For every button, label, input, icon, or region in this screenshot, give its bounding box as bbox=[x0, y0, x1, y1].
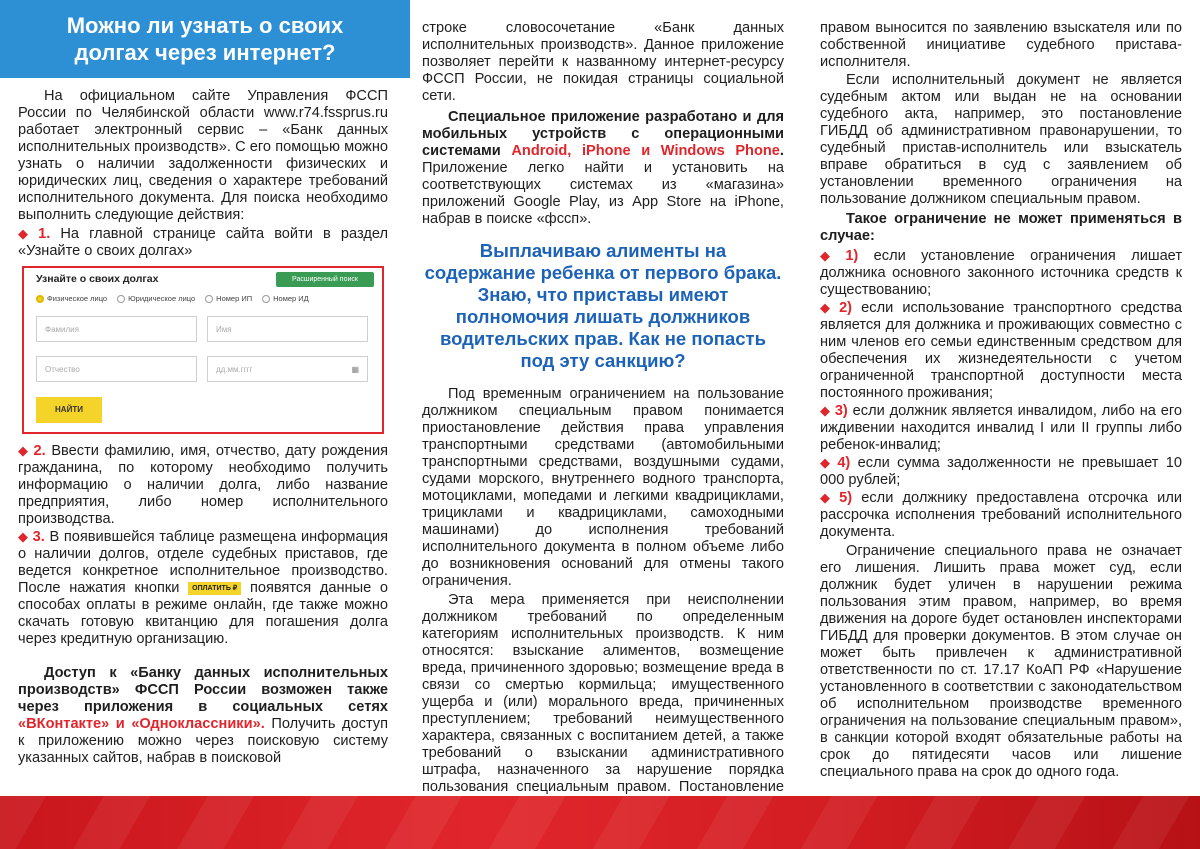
diamond-bullet-icon: ◆ bbox=[18, 529, 29, 544]
mobile-tail-text: Приложение легко найти и установить на соответствующих системах из «магазина» приложений Google Play, из App Store на iPhone, набрав в поиске «фссп». bbox=[422, 160, 784, 227]
birthdate-field[interactable] bbox=[207, 356, 368, 382]
diamond-bullet-icon: ◆ bbox=[820, 403, 831, 418]
extended-search-button[interactable]: Расширенный поиск bbox=[276, 272, 374, 287]
calendar-icon[interactable]: ▦ bbox=[351, 365, 359, 374]
case-3-text: если должник является инвалидом, либо на его иждивении находится инвалид I или II группы либо ребенок-инвалид; bbox=[820, 403, 1183, 453]
social-networks-text: «ВКонтакте» и «Одноклассники». bbox=[18, 716, 265, 732]
column-left bbox=[18, 88, 388, 767]
radio-empty-icon bbox=[117, 295, 125, 303]
app-continuation: строке словосочетание «Банк данных исполнительных производств». Данное приложение позволяет перейти к названному интернет-ресурсу ФССП России, не покидая страницы социальной сети. bbox=[422, 20, 784, 104]
radio-legal-entity-label: Юридическое лицо bbox=[128, 294, 196, 303]
debt-search-form bbox=[22, 266, 384, 434]
name-field[interactable]: Имя bbox=[207, 316, 368, 342]
diamond-bullet-icon: ◆ bbox=[18, 443, 30, 458]
radio-id-number[interactable] bbox=[262, 294, 309, 303]
mobile-bold-text: Специальное приложение разработано и для мобильных устройств с операционными системами bbox=[422, 109, 784, 159]
order-continuation: правом выносится по заявлению взыскателя или по собственной инициативе судебного пристава-исполнителя. bbox=[820, 20, 1182, 70]
birthdate-placeholder: дд.мм.гггг bbox=[216, 365, 253, 374]
access-bold-text: Доступ к «Банку данных исполнительных производств» ФССП России возможен также через приложения в социальных сетях bbox=[18, 665, 388, 715]
case-1 bbox=[820, 247, 1182, 299]
radio-individual[interactable] bbox=[36, 294, 107, 303]
question-heading: Выплачиваю алименты на содержание ребенка от первого брака. Знаю, что приставы имеют полномочия лишать должников водительских прав. Как не попасть под эту санкцию? bbox=[424, 240, 782, 371]
case-3-number: 3) bbox=[834, 403, 848, 419]
radio-ip-number[interactable] bbox=[205, 294, 252, 303]
column-right bbox=[820, 20, 1182, 781]
case-3 bbox=[820, 402, 1182, 454]
step-1 bbox=[18, 225, 388, 260]
surname-field[interactable]: Фамилия bbox=[36, 316, 197, 342]
case-2 bbox=[820, 299, 1182, 402]
case-2-text: если использование транспортного средства является для должника и проживающих совместно с ним членов его семьи единственным средством для обеспечения их жизнедеятельности с учетом ограниченной транспортной доступности места постоянного проживания; bbox=[820, 300, 1183, 401]
radio-legal-entity[interactable] bbox=[117, 294, 195, 303]
radio-selected-icon bbox=[36, 295, 44, 303]
diamond-bullet-icon: ◆ bbox=[18, 226, 35, 241]
header-title: Можно ли узнать о своих долгах через интернет? bbox=[66, 13, 344, 65]
cases-heading: Такое ограничение не может применяться в случае: bbox=[820, 211, 1182, 244]
form-title: Узнайте о своих долгах bbox=[36, 273, 159, 285]
diamond-bullet-icon: ◆ bbox=[820, 248, 842, 263]
radio-empty-icon bbox=[262, 295, 270, 303]
mobile-os-text: Android, iPhone и Windows Phone bbox=[511, 143, 780, 159]
radio-ip-number-label: Номер ИП bbox=[216, 294, 253, 303]
diamond-bullet-icon: ◆ bbox=[820, 490, 836, 505]
step-2-number: 2. bbox=[33, 443, 46, 459]
case-4-text: если сумма задолженности не превышает 10 000 рублей; bbox=[820, 455, 1182, 488]
step-1-text: На главной странице сайта войти в раздел «Узнайте о своих долгах» bbox=[18, 226, 389, 259]
case-1-number: 1) bbox=[845, 248, 859, 264]
radio-id-number-label: Номер ИД bbox=[273, 294, 309, 303]
court-paragraph: Если исполнительный документ не является судебным актом или выдан не на основании судебного акта, например, это постановление ГИБДД об административном правонарушении, то судебный пристав-исполнитель или взыскатель вправе обратиться в суд с заявлением об установлении временного ограничения на пользование должником специальным правом. bbox=[820, 72, 1182, 207]
radio-individual-label: Физическое лицо bbox=[47, 294, 108, 303]
final-paragraph: Ограничение специального права не означает его лишения. Лишить права может суд, если должник будет уличен в нарушении режима пользования этим правом, например, во время движения на дороге будет остановлен инспекторами ГИБДД для проверки документов. В этом случае он может быть привлечен к административной ответственности по ст. 17.17 КоАП РФ «Нарушение установленного в соответствии с законодательством об исполнительном производстве временного ограничения на пользование специальным правом», в санкции которой входят обязательные работы на срок до пятидесяти часов или лишение специального права на срок до одного года. bbox=[820, 543, 1182, 780]
radio-empty-icon bbox=[205, 295, 213, 303]
case-1-text: если установление ограничения лишает должника основного законного источника средств к существованию; bbox=[820, 248, 1182, 298]
decorative-bottom-band bbox=[0, 796, 1200, 849]
case-5 bbox=[820, 489, 1182, 541]
person-type-radios bbox=[36, 294, 309, 303]
step-3 bbox=[18, 528, 388, 648]
measure-paragraph: Эта мера применяется при неисполнении должником требований по определенным категориям исполнительных производств. К ним относятся: взыскание алиментов, возмещение вреда, причиненного здоровью; возмещение вреда в связи со смертью кормильца; имущественного ущерба и (или) морального вреда, причиненных преступлением; требований неимущественного характера, связанных с воспитанием детей, а также требований о взыскании административного штрафа, назначенного за нарушение порядка пользования специальным правом. Постановление bbox=[422, 592, 784, 795]
step-3-text-a: В появившейся таблице размещена информация о наличии долгов, отделе судебных приставов, где ведется конкретное исполнительное производство. После нажатия кнопки bbox=[18, 529, 388, 596]
section-header bbox=[0, 0, 410, 78]
case-5-text: если должнику предоставлена отсрочка или рассрочка исполнения требований исполнительного документа. bbox=[820, 490, 1183, 540]
case-4-number: 4) bbox=[837, 455, 851, 471]
step-2 bbox=[18, 442, 388, 528]
case-4 bbox=[820, 454, 1182, 489]
patronymic-field[interactable]: Отчество bbox=[36, 356, 197, 382]
step-3-number: 3. bbox=[32, 529, 45, 545]
mobile-paragraph: Специальное приложение разработано и для мобильных устройств с операционными системами Android, iPhone и Windows Phone. Приложение легко найти и установить на соответствующих системах из «магазина» приложений Google Play, из App Store на iPhone, набрав в поиске «фссп». bbox=[422, 109, 784, 227]
column-middle bbox=[422, 20, 784, 830]
diamond-bullet-icon: ◆ bbox=[820, 455, 834, 470]
pay-button[interactable]: ОПЛАТИТЬ ₽ bbox=[188, 582, 241, 595]
find-button[interactable]: НАЙТИ bbox=[36, 397, 102, 423]
step-2-text: Ввести фамилию, имя, отчество, дату рождения гражданина, по которому необходимо получить информацию о наличии долга, либо название предприятия, либо номер исполнительного производства. bbox=[18, 443, 388, 527]
diamond-bullet-icon: ◆ bbox=[820, 300, 836, 315]
limitation-paragraph: Под временным ограничением на пользование должником специальным правом понимается приостановление действия права управления транспортными средствами (автомобильными транспортными средствами, воздушными судами, судами морского, внутреннего водного транспорта, мотоциклами, мопедами и легкими квадрициклами, трициклами и квадрициклами, самоходными машинами) до исполнения требований исполнительного документа в полном объеме либо до возникновения оснований для отмены такого ограничения. bbox=[422, 386, 784, 589]
case-2-number: 2) bbox=[839, 300, 853, 316]
intro-paragraph: На официальном сайте Управления ФССП России по Челябинской области www.r74.fssprus.ru работает электронный сервис – «Банк данных исполнительных производств». С его помощью можно узнать о наличии задолженности физических и юридических лиц, сведения о характере требований исполнительного документа. Для поиска необходимо выполнить следующие действия: bbox=[18, 88, 388, 223]
step-3-text-b: появятся данные о способах оплаты в режиме онлайн, где также можно скачать готовую квитанцию для погашения долга через кредитную организацию. bbox=[18, 580, 389, 647]
access-paragraph bbox=[18, 665, 388, 767]
access-tail-text: Получить доступ к приложению можно через поисковую систему указанных сайтов, набрав в поисковой bbox=[18, 716, 388, 766]
case-5-number: 5) bbox=[839, 490, 853, 506]
step-1-number: 1. bbox=[38, 226, 51, 242]
